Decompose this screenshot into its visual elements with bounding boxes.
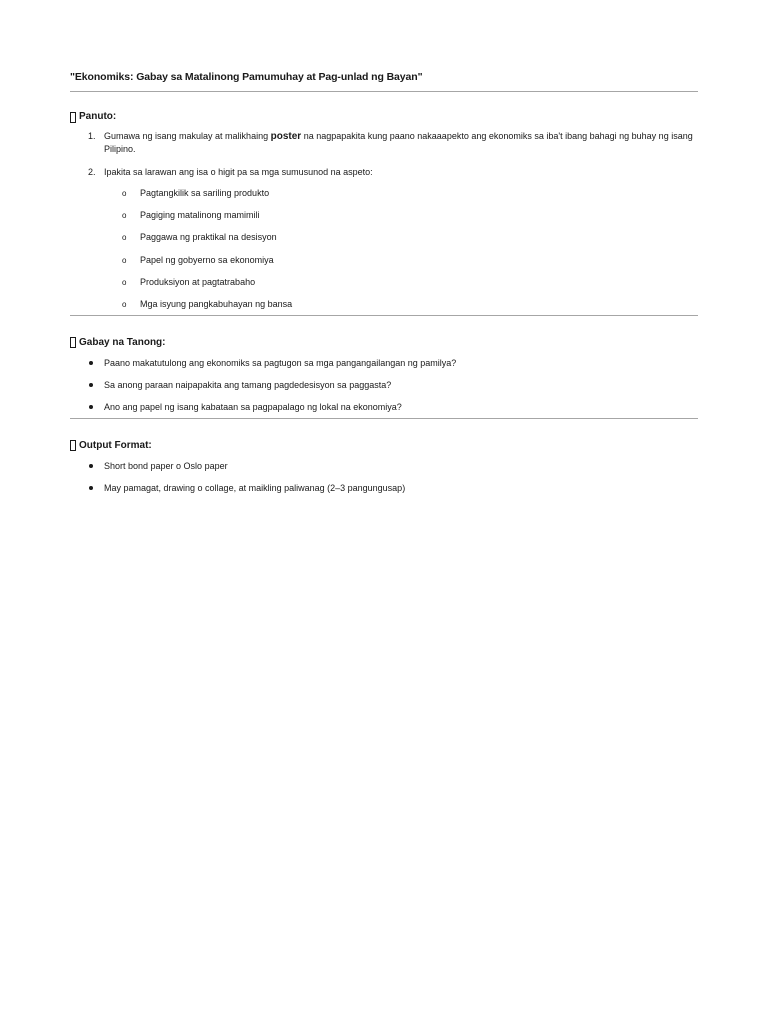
aspeto-item-text: Pagtangkilik sa sariling produkto	[140, 188, 270, 198]
document-title: "Ekonomiks: Gabay sa Matalinong Pamumuhay at Pag-unlad ng Bayan"	[70, 71, 423, 83]
bullet-dot	[89, 486, 93, 490]
output-section	[70, 438, 698, 504]
panuto-list	[70, 130, 698, 179]
sub-bullet: o	[122, 233, 127, 243]
aspeto-item	[70, 254, 698, 276]
output-item-text: May pamagat, drawing o collage, at maikling paliwanag (2–3 pangungusap)	[104, 482, 406, 493]
output-item-text: Short bond paper o Oslo paper	[104, 460, 228, 471]
output-item	[70, 460, 698, 482]
aspeto-item-text: Paggawa ng praktikal na desisyon	[140, 232, 277, 243]
missing-glyph-icon	[70, 337, 76, 348]
bullet-dot	[89, 383, 93, 387]
gabay-item	[70, 401, 698, 416]
gabay-heading	[70, 335, 698, 351]
aspeto-list	[70, 187, 698, 312]
aspeto-item-text: Pagiging matalinong mamimili	[140, 210, 260, 221]
bullet-dot	[89, 464, 93, 468]
output-list	[70, 460, 698, 504]
aspeto-item	[70, 209, 698, 231]
gabay-item-text: Paano makatutulong ang ekonomiks sa pagtugon sa mga pangangailangan ng pamilya?	[104, 357, 457, 368]
panuto-item-1-text-before: Gumawa ng isang makulay at malikhaing	[104, 131, 269, 141]
gabay-item	[70, 379, 698, 401]
panuto-item-1-text-after: na nagpapakita kung paano nakaaapekto ang ekonomiks sa iba't ibang bahagi ng buhay ng isang Pilipino.	[104, 131, 693, 154]
missing-glyph-icon	[70, 440, 76, 451]
panuto-heading	[70, 109, 698, 125]
aspeto-item	[70, 276, 698, 298]
aspeto-item-text: Papel ng gobyerno sa ekonomiya	[140, 254, 274, 265]
missing-glyph-icon	[70, 112, 76, 123]
panuto-item-1	[70, 130, 698, 156]
gabay-item-text: Ano ang papel ng isang kabataan sa pagpapalago ng lokal na ekonomiya?	[104, 401, 402, 412]
divider-gabay	[70, 418, 698, 419]
divider-panuto	[70, 315, 698, 316]
sub-bullet: o	[122, 211, 127, 221]
gabay-section	[70, 335, 698, 416]
document-page	[70, 68, 698, 504]
aspeto-item	[70, 187, 698, 209]
sub-bullet: o	[122, 299, 127, 309]
sub-bullet: o	[122, 277, 127, 287]
aspeto-item-text: Mga isyung pangkabuhayan ng bansa	[140, 298, 293, 309]
aspeto-item	[70, 298, 698, 312]
output-heading	[70, 438, 698, 454]
gabay-item-text: Sa anong paraan naipapakita ang tamang pagdedesisyon sa paggasta?	[104, 379, 392, 390]
gabay-heading-text: Gabay na Tanong:	[79, 336, 166, 348]
panuto-item-2-number: 2.	[88, 167, 96, 177]
aspeto-item	[70, 231, 698, 253]
gabay-item	[70, 357, 698, 379]
panuto-section	[70, 109, 698, 312]
sub-bullet: o	[122, 189, 127, 198]
output-item	[70, 482, 698, 504]
panuto-item-2	[70, 166, 698, 179]
bullet-dot	[89, 405, 93, 409]
bullet-dot	[89, 361, 93, 365]
gabay-list	[70, 357, 698, 416]
panuto-item-1-emphasis: poster	[270, 131, 302, 142]
panuto-item-2-text: Ipakita sa larawan ang isa o higit pa sa mga sumusunod na aspeto:	[104, 167, 373, 177]
divider-title	[70, 91, 698, 92]
output-heading-text: Output Format:	[79, 439, 152, 451]
panuto-heading-text: Panuto:	[79, 111, 117, 122]
sub-bullet: o	[122, 255, 127, 265]
aspeto-item-text: Produksiyon at pagtatrabaho	[140, 276, 256, 287]
panuto-item-1-number: 1.	[88, 131, 96, 141]
